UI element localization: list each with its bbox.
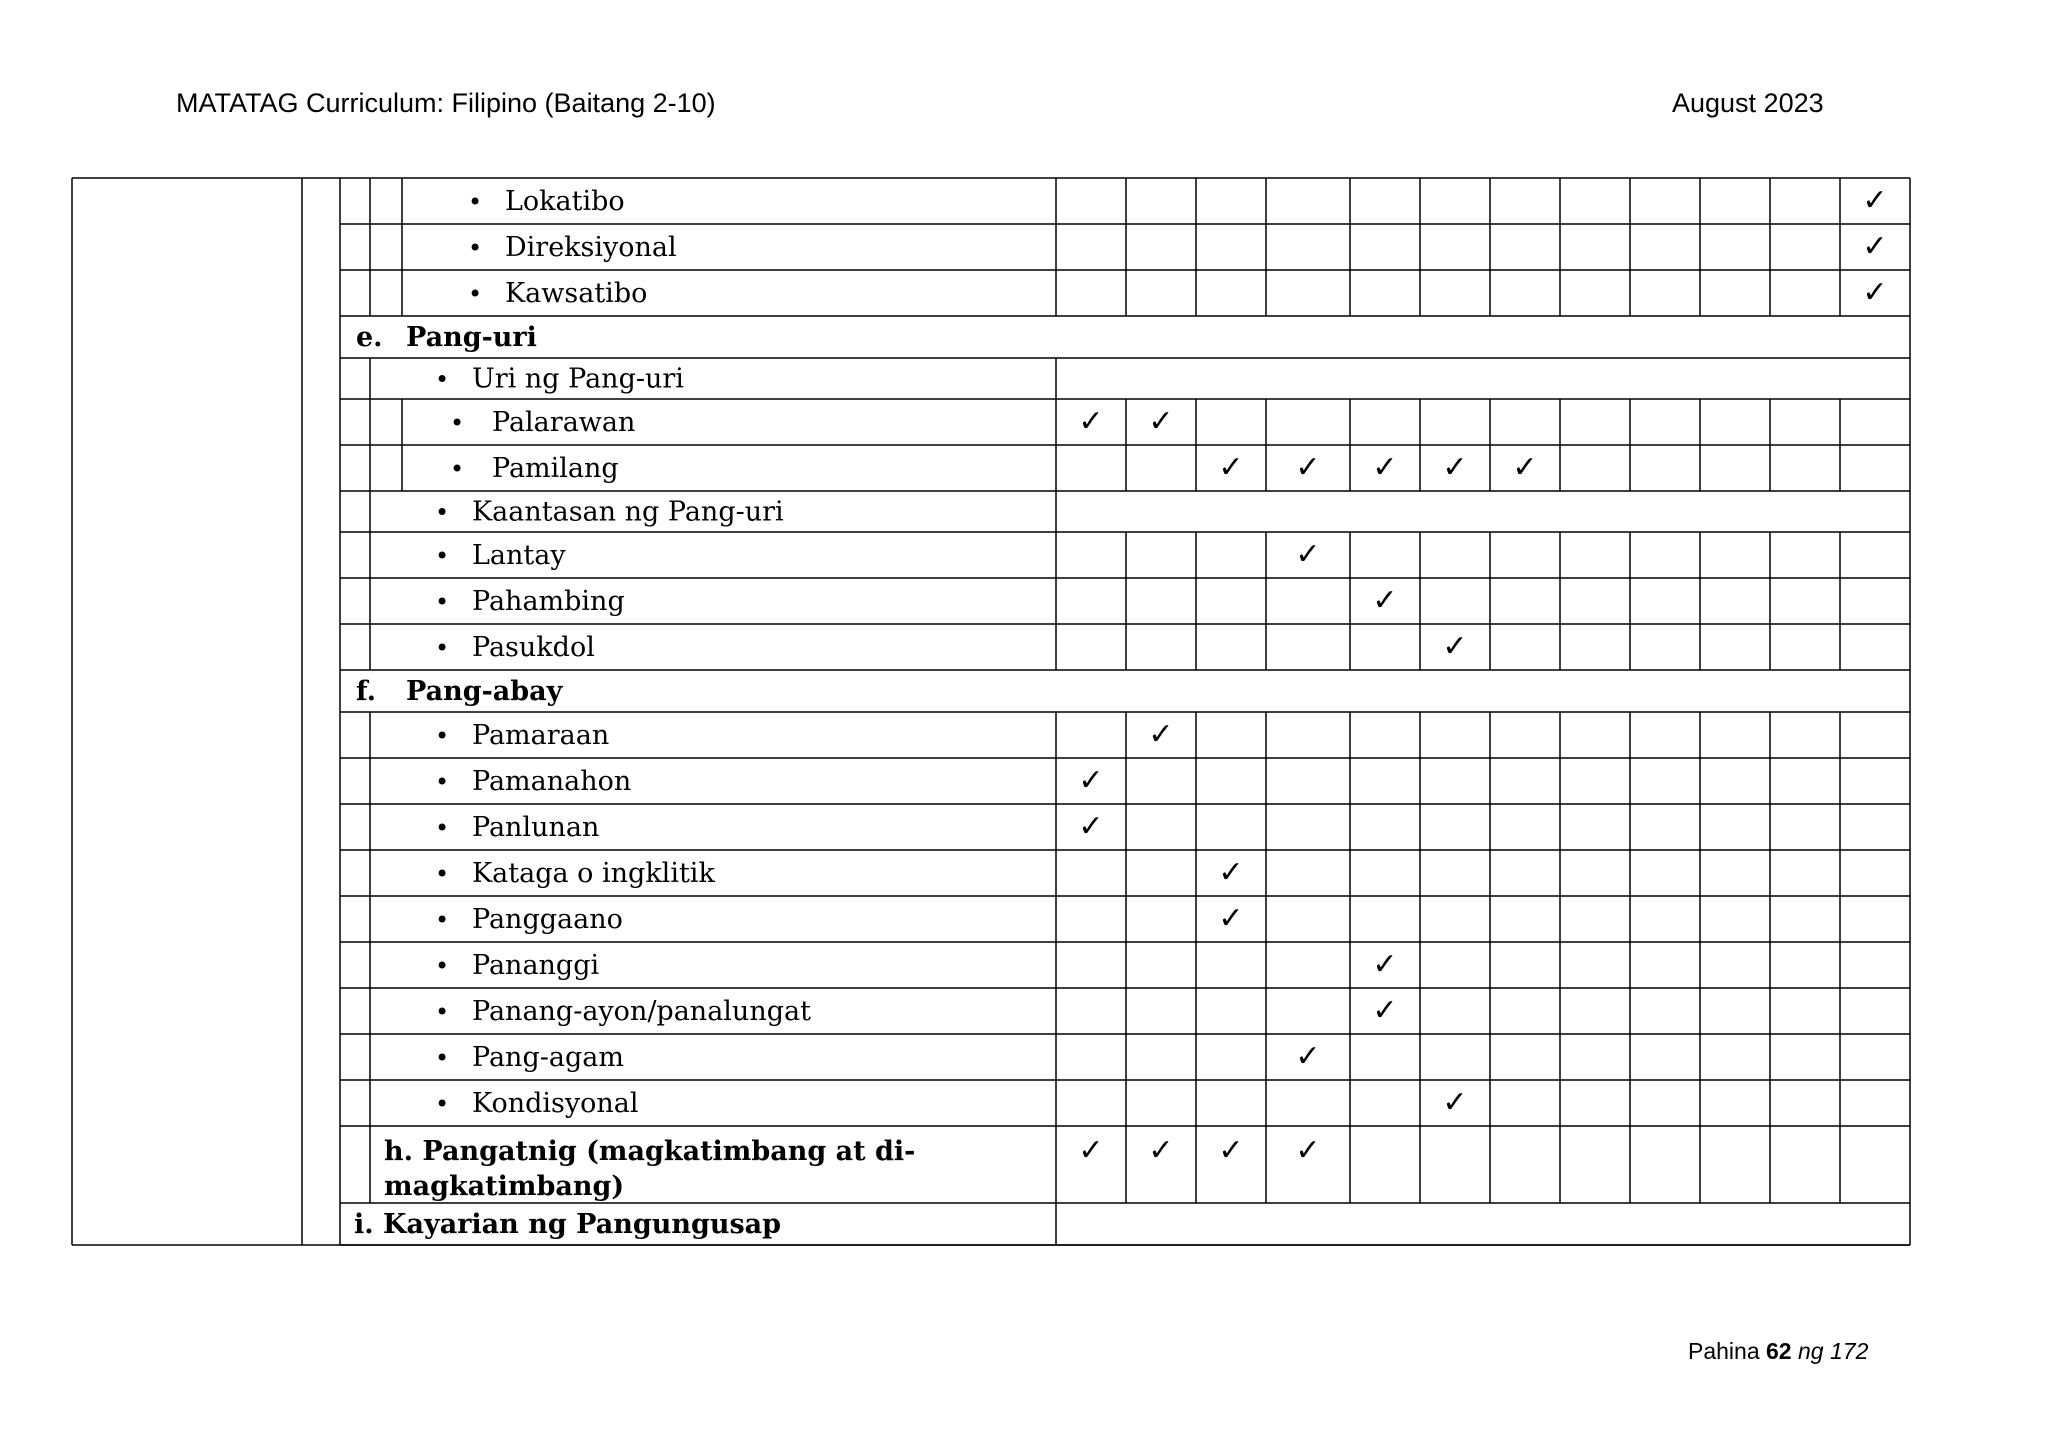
row-label: Kataga o ingklitik bbox=[472, 858, 715, 889]
check-icon: ✓ bbox=[1862, 229, 1888, 264]
row-label: Kawsatibo bbox=[505, 278, 648, 309]
check-icon: ✓ bbox=[1148, 1133, 1174, 1168]
bullet-icon: • bbox=[435, 1090, 450, 1118]
bullet-icon: • bbox=[468, 280, 483, 308]
bullet-icon: • bbox=[435, 634, 450, 662]
bullet-icon: • bbox=[468, 234, 483, 262]
check-icon: ✓ bbox=[1218, 450, 1244, 485]
bullet-icon: • bbox=[435, 542, 450, 570]
check-icon: ✓ bbox=[1148, 404, 1174, 439]
footer-total-pages: 172 bbox=[1829, 1338, 1869, 1364]
bullet-icon: • bbox=[435, 998, 450, 1026]
check-icon: ✓ bbox=[1078, 763, 1104, 798]
check-icon: ✓ bbox=[1372, 450, 1398, 485]
row-label: Kaantasan ng Pang-uri bbox=[472, 496, 784, 528]
footer-sep: ng bbox=[1798, 1338, 1824, 1364]
bullet-icon: • bbox=[435, 814, 450, 842]
row-label: Palarawan bbox=[492, 407, 636, 438]
bullet-icon: • bbox=[435, 768, 450, 796]
check-icon: ✓ bbox=[1372, 993, 1398, 1028]
section-letter: e. bbox=[356, 322, 383, 353]
document-header-title: MATATAG Curriculum: Filipino (Baitang 2-10) bbox=[176, 88, 716, 118]
row-label: Pang-agam bbox=[472, 1042, 624, 1073]
bullet-icon: • bbox=[435, 722, 450, 750]
row-label: Direksiyonal bbox=[505, 232, 677, 263]
bullet-icon: • bbox=[450, 409, 465, 437]
check-icon: ✓ bbox=[1512, 450, 1538, 485]
row-label: Pahambing bbox=[472, 586, 625, 617]
check-icon: ✓ bbox=[1148, 717, 1174, 752]
bullet-icon: • bbox=[435, 1044, 450, 1072]
row-label: Pamanahon bbox=[472, 766, 632, 797]
bullet-icon: • bbox=[435, 906, 450, 934]
check-icon: ✓ bbox=[1078, 1133, 1104, 1168]
bullet-icon: • bbox=[435, 860, 450, 888]
check-icon: ✓ bbox=[1218, 855, 1244, 890]
row-label: Pananggi bbox=[472, 950, 600, 981]
check-icon: ✓ bbox=[1442, 629, 1468, 664]
row-label: Uri ng Pang-uri bbox=[472, 363, 684, 395]
footer-prefix: Pahina bbox=[1688, 1338, 1760, 1364]
check-icon: ✓ bbox=[1442, 1085, 1468, 1120]
row-label: Lokatibo bbox=[505, 186, 625, 217]
check-icon: ✓ bbox=[1295, 1039, 1321, 1074]
check-icon: ✓ bbox=[1218, 901, 1244, 936]
check-icon: ✓ bbox=[1862, 183, 1888, 218]
row-label: Pamilang bbox=[492, 453, 619, 484]
check-icon: ✓ bbox=[1078, 809, 1104, 844]
check-icon: ✓ bbox=[1295, 537, 1321, 572]
row-label-continued: magkatimbang) bbox=[384, 1171, 625, 1202]
check-icon: ✓ bbox=[1862, 275, 1888, 310]
row-label: Panggaano bbox=[472, 904, 623, 935]
bullet-icon: • bbox=[435, 498, 450, 527]
document-header-date: August 2023 bbox=[1672, 88, 1824, 118]
bullet-icon: • bbox=[435, 365, 450, 394]
check-icon: ✓ bbox=[1078, 404, 1104, 439]
check-icon: ✓ bbox=[1295, 1133, 1321, 1168]
row-label: Pasukdol bbox=[472, 632, 595, 663]
row-label: h. Pangatnig (magkatimbang at di- bbox=[384, 1136, 916, 1167]
bullet-icon: • bbox=[435, 952, 450, 980]
bullet-icon: • bbox=[450, 455, 465, 483]
check-icon: ✓ bbox=[1372, 947, 1398, 982]
row-label: Lantay bbox=[472, 540, 566, 571]
row-label: Pamaraan bbox=[472, 720, 610, 751]
row-label: Panlunan bbox=[472, 812, 600, 843]
row-label: Kondisyonal bbox=[472, 1088, 639, 1119]
footer-page-number: 62 bbox=[1766, 1338, 1792, 1364]
check-icon: ✓ bbox=[1372, 583, 1398, 618]
check-icon: ✓ bbox=[1442, 450, 1468, 485]
bullet-icon: • bbox=[435, 588, 450, 616]
section-letter: f. bbox=[356, 676, 377, 707]
section-title: Pang-uri bbox=[406, 322, 537, 353]
section-title: Pang-abay bbox=[406, 676, 563, 707]
bullet-icon: • bbox=[468, 188, 483, 216]
row-label: Panang-ayon/panalungat bbox=[472, 996, 811, 1027]
page-footer bbox=[1688, 1338, 1868, 1365]
check-icon: ✓ bbox=[1218, 1133, 1244, 1168]
check-icon: ✓ bbox=[1295, 450, 1321, 485]
row-label: i. Kayarian ng Pangungusap bbox=[354, 1209, 782, 1240]
